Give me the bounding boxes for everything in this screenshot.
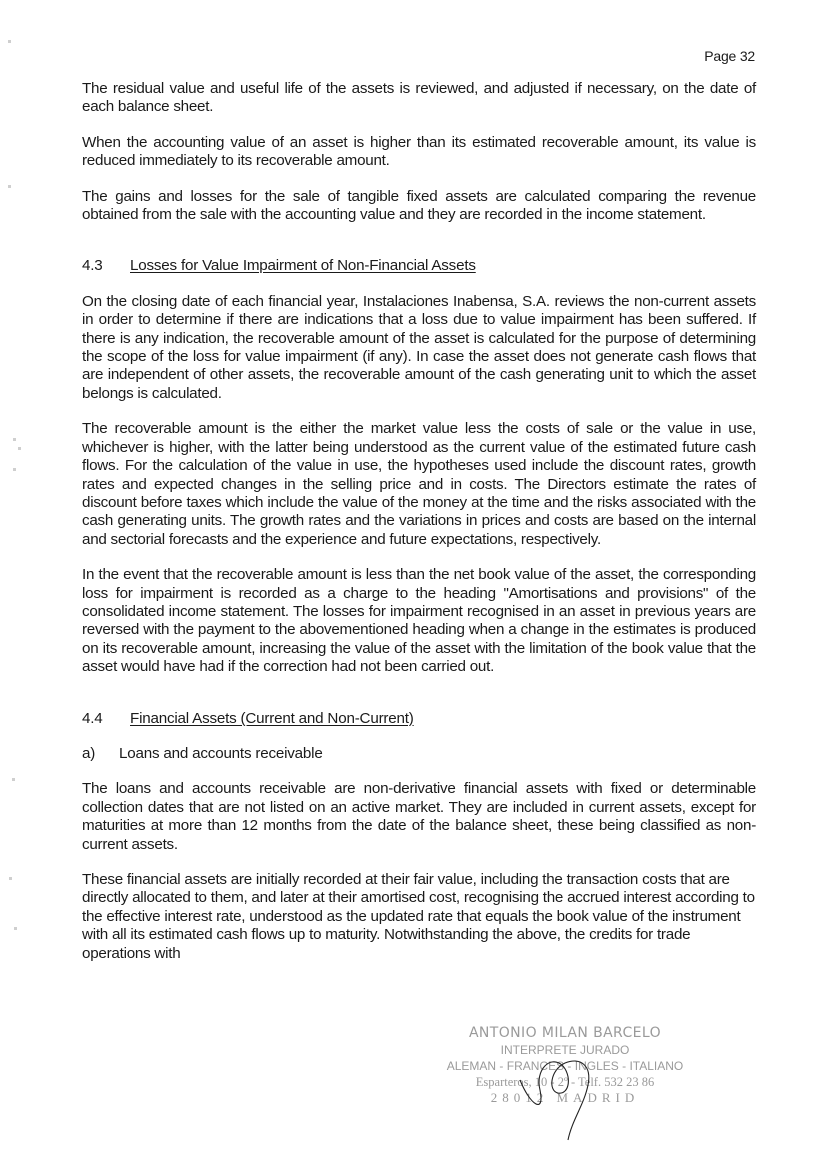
stamp-languages: ALEMAN - FRANCES - INGLES - ITALIANO (446, 1059, 684, 1073)
scan-mark (8, 40, 11, 43)
section-heading-4-4 (82, 710, 756, 728)
section-number: 4.3 (82, 257, 103, 275)
paragraph: The recoverable amount is the either the market value less the costs of sale or the value in use, whichever is higher, with the latter being understood as the current value of the estimated future cash flows. For the calculation of the value in use, the hypotheses used include the discount rates, growth rates and expected changes in the selling price and in costs. The Directors estimate the rates of discount before taxes which include the value of the money at the time and the risks associated with the cash generating units. The growth rates and the variations in prices and costs are based on the internal and sectorial forecasts and the experience and future expectations, respectively. (82, 420, 756, 548)
scan-mark (14, 927, 17, 930)
page-number: Page 32 (704, 48, 755, 64)
scan-mark (13, 468, 16, 471)
section-heading-4-3 (82, 257, 756, 275)
paragraph: The residual value and useful life of the assets is reviewed, and adjusted if necessary, on the date of each balance sheet. (82, 80, 756, 116)
section-title: Financial Assets (Current and Non-Current) (130, 709, 414, 727)
scan-mark (12, 778, 15, 781)
subsection-title: Loans and accounts receivable (119, 744, 323, 762)
stamp-name: ANTONIO MILAN BARCELO (468, 1025, 662, 1041)
paragraph: The gains and losses for the sale of tangible fixed assets are calculated comparing the revenue obtained from the sale with the accounting value and they are recorded in the income statement. (82, 187, 756, 224)
stamp-role: INTERPRETE JURADO (500, 1043, 630, 1057)
scan-mark (8, 185, 11, 188)
scan-mark (13, 438, 16, 441)
signature-icon (500, 1035, 610, 1145)
scan-mark (9, 877, 12, 880)
section-title: Losses for Value Impairment of Non-Financial Assets (130, 257, 476, 275)
subsection-label: a) (82, 744, 96, 762)
stamp-address: Esparteros, 10 - 2º - Telf. 532 23 86 (475, 1075, 655, 1089)
paragraph: The loans and accounts receivable are non-derivative financial assets with fixed or determinable collection dates that are not listed on an active market. They are included in current assets, except for maturities at more than 12 months from the date of the balance sheet, these being classified as non-current assets. (82, 780, 756, 853)
document-body (82, 80, 756, 980)
scan-mark (18, 447, 21, 450)
paragraph: These financial assets are initially recorded at their fair value, including the transaction costs that are directly allocated to them, and later at their amortised cost, recognising the accrued interest according to the effective interest rate, understood as the updated rate that equals the book value of the instrument with all its estimated cash flows up to maturity. Notwithstanding the above, the credits for trade operations with (82, 871, 755, 962)
stamp-city: 28012 MADRID (490, 1090, 640, 1105)
paragraph: When the accounting value of an asset is higher than its estimated recoverable amount, its value is reduced immediately to its recoverable amount. (82, 133, 756, 170)
subsection-heading-a (82, 745, 756, 763)
section-number: 4.4 (82, 709, 103, 727)
paragraph: On the closing date of each financial year, Instalaciones Inabensa, S.A. reviews the non-current assets in order to determine if there are indications that a loss due to value impairment has been suffered. If there is any indication, the recoverable amount of the asset is calculated for the purpose of determining the scope of the loss for value impairment (if any). In case the asset does not generate cash flows that are independent of other assets, the recoverable amount of the cash generating unit to which the asset belongs is calculated. (82, 292, 756, 402)
paragraph: In the event that the recoverable amount is less than the net book value of the asset, the corresponding loss for impairment is recorded as a charge to the heading "Amortisations and provisions" of the consolidated income statement. The losses for impairment recognised in an asset in previous years are reversed with the payment to the abovementioned heading when a change in the estimates is produced on its recoverable amount, increasing the value of the asset with the limitation of the book value that the asset would have had if the correction had not been carried out. (82, 566, 756, 676)
